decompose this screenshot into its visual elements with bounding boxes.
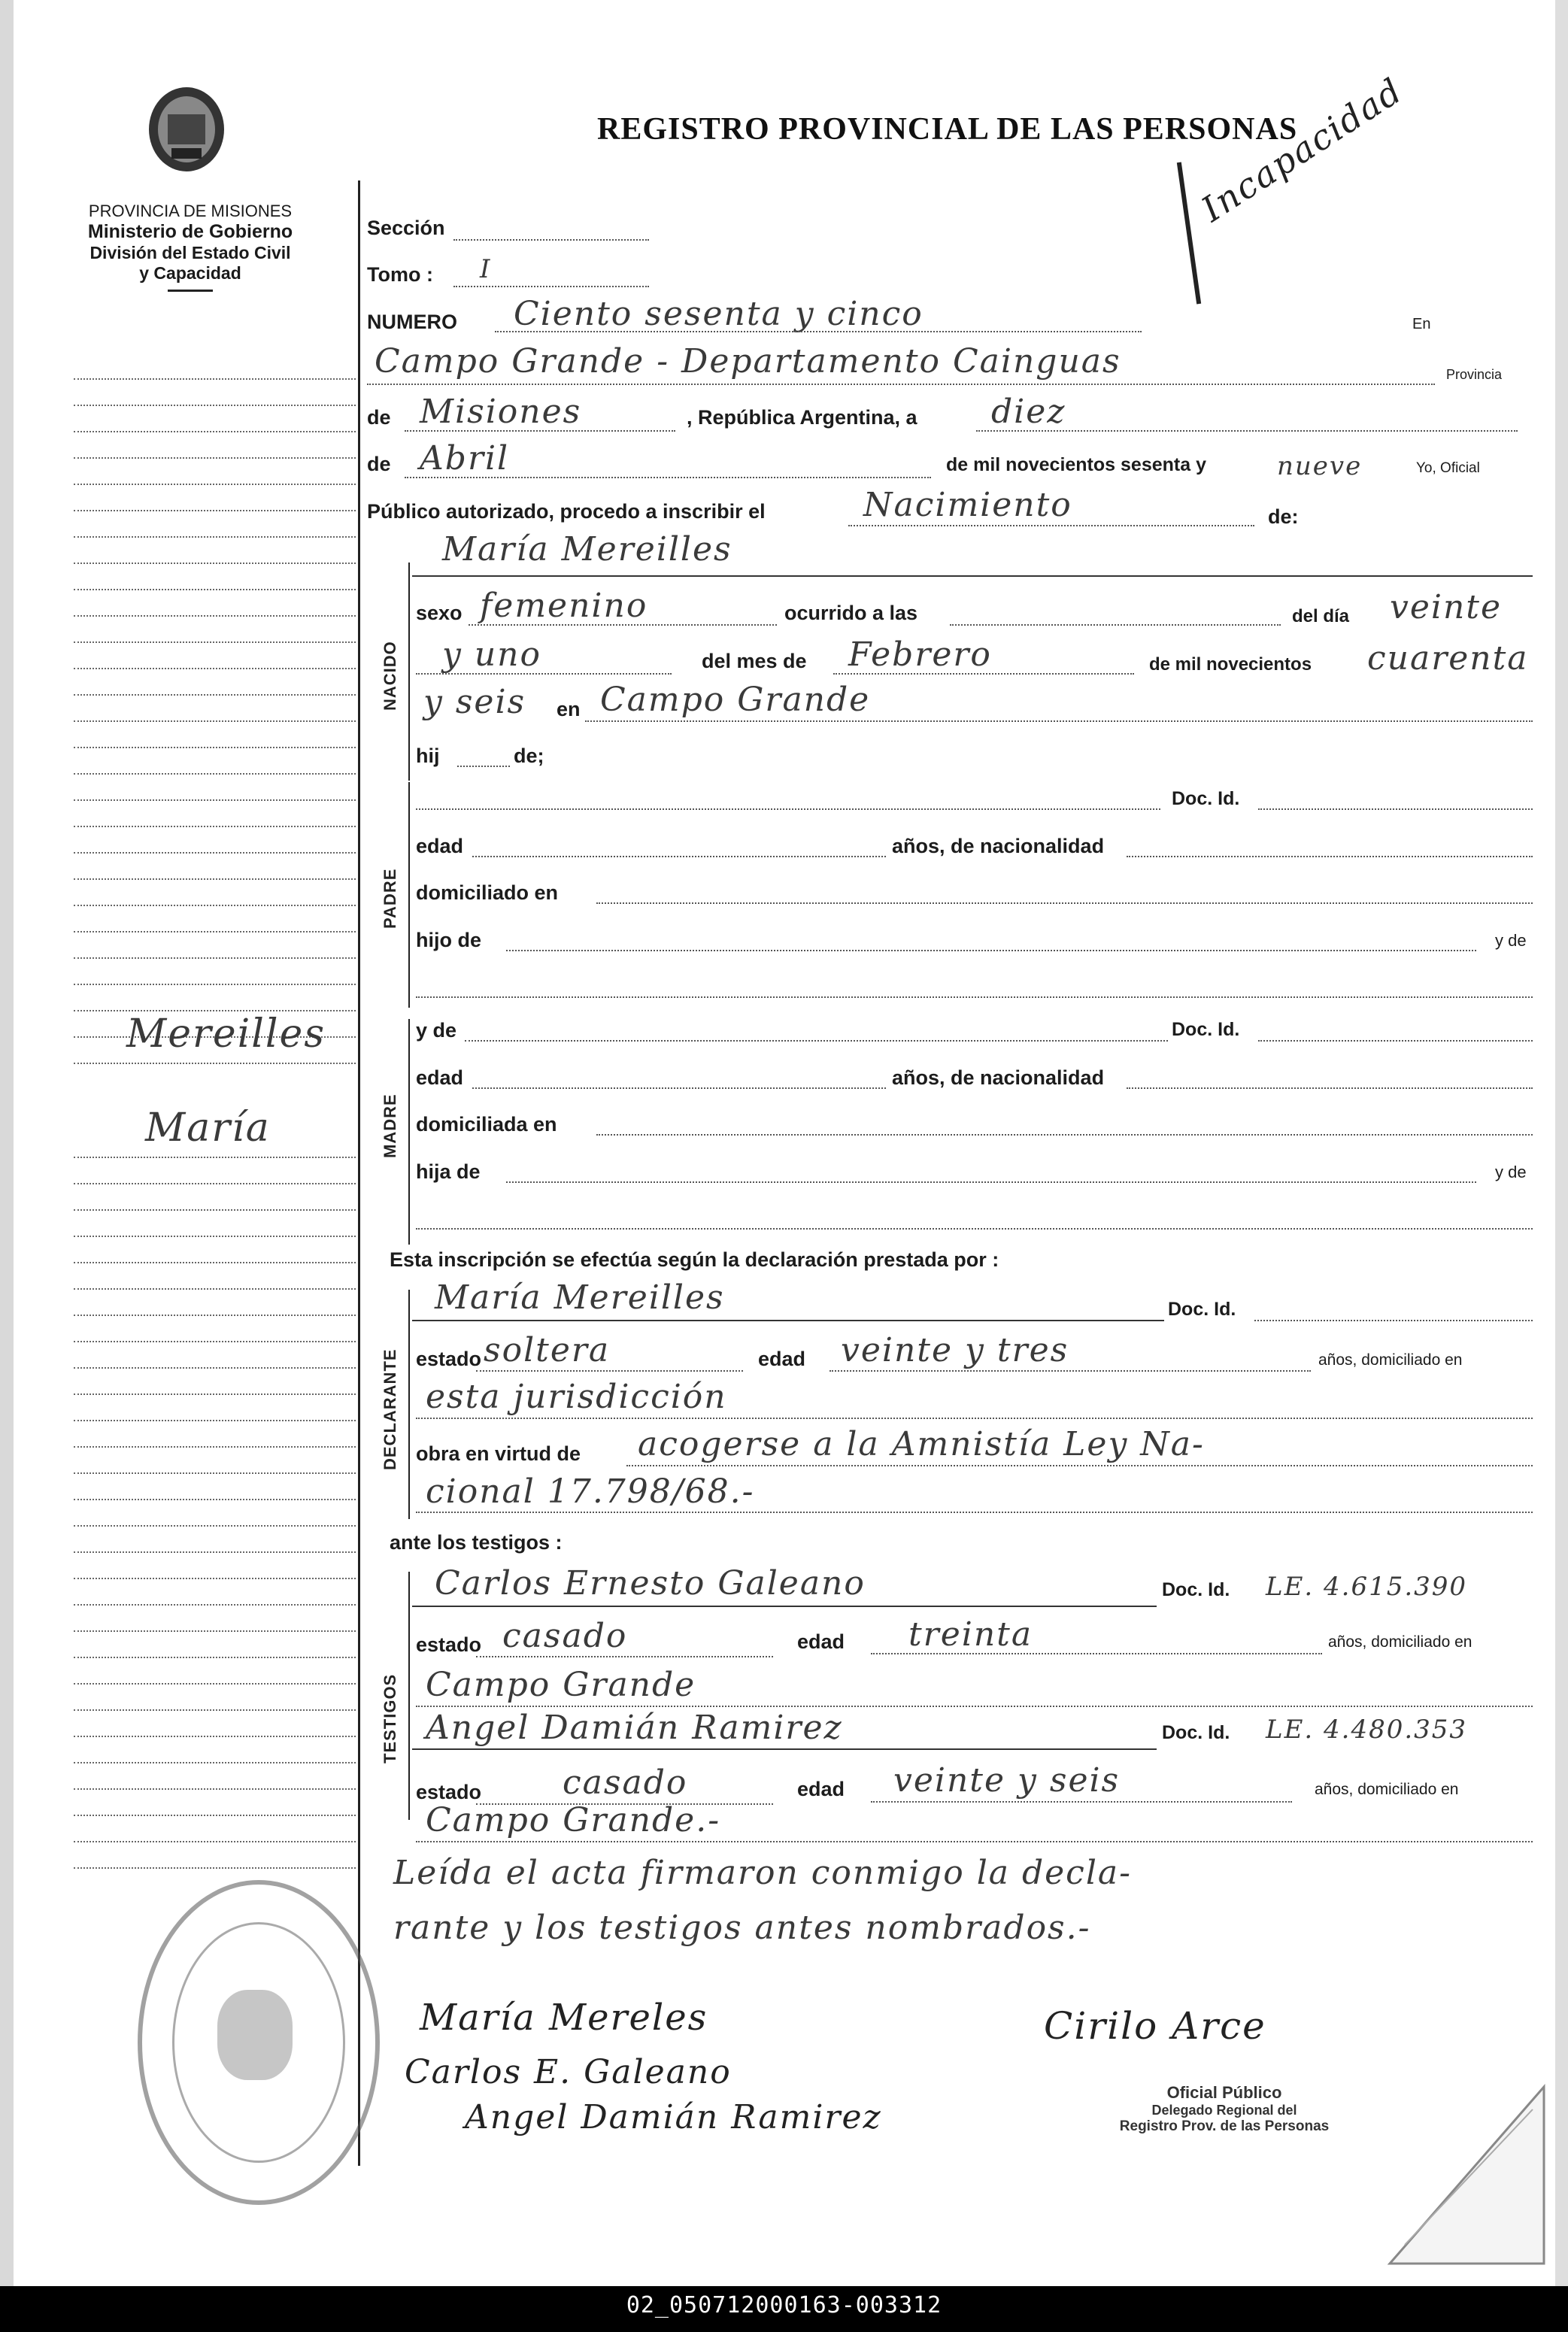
- declarante-edad: veinte y tres: [841, 1331, 1069, 1369]
- ocurrido-label: ocurrido a las: [784, 602, 918, 624]
- madre-extra-line: [416, 1228, 1533, 1230]
- publico-label: Público autorizado, procedo a inscribir el: [367, 500, 766, 523]
- testigo1-doc-label: Doc. Id.: [1162, 1579, 1230, 1600]
- sexo-value: femenino: [480, 587, 648, 625]
- padre-hijo-line: [506, 950, 1476, 951]
- padre-doc-line: [1258, 808, 1533, 810]
- padre-nacionalidad-line: [1127, 856, 1533, 857]
- scan-code: 02_050712000163-003312: [626, 2292, 942, 2318]
- declarante-domicilio-line: [416, 1418, 1533, 1419]
- closing-line-1: Leída el acta firmaron conmigo la decla-: [393, 1854, 1132, 1892]
- document-page: [14, 0, 1555, 2286]
- madre-y-de-label: y de: [416, 1019, 457, 1042]
- obra-line-2: [416, 1512, 1533, 1513]
- padre-edad-line: [472, 856, 886, 857]
- padre-extra-line: [416, 996, 1533, 998]
- madre-domicilio-label: domiciliada en: [416, 1113, 557, 1136]
- page-right-edge: [1555, 0, 1568, 2286]
- madre-doc-label: Doc. Id.: [1172, 1019, 1240, 1040]
- page-title: REGISTRO PROVINCIAL DE LAS PERSONAS: [597, 112, 1298, 147]
- nacido-en-label: en: [557, 698, 581, 720]
- obra-label: obra en virtud de: [416, 1442, 581, 1465]
- padre-edad-label: edad: [416, 835, 464, 857]
- testigo2-nombre-line: [412, 1748, 1157, 1750]
- testigo1-anos-label: años, domiciliado en: [1328, 1633, 1472, 1651]
- dia-value: diez: [991, 393, 1066, 431]
- madre-label: MADRE: [381, 1093, 399, 1158]
- testigo1-edad: treinta: [908, 1615, 1033, 1654]
- tomo-value: I: [480, 254, 492, 284]
- nacido-dia: veinte: [1390, 588, 1503, 626]
- mes-value: Abril: [420, 439, 510, 478]
- acto-line: [848, 525, 1254, 526]
- testigo2-anos-label: años, domiciliado en: [1315, 1781, 1459, 1798]
- testigo1-estado: casado: [502, 1617, 628, 1655]
- hij-de-label: de;: [514, 744, 544, 767]
- testigo2-estado: casado: [563, 1763, 688, 1802]
- madre-hija-line: [506, 1181, 1476, 1183]
- testigo2-domicilio-line: [416, 1841, 1533, 1842]
- madre-hija-label: hija de: [416, 1160, 481, 1183]
- testigo1-nombre: Carlos Ernesto Galeano: [435, 1564, 866, 1603]
- official-title-2: Delegado Regional del: [1151, 2103, 1297, 2118]
- closing-line-2: rante y los testigos antes nombrados.-: [393, 1909, 1091, 1947]
- obra-value-2: cional 17.798/68.-: [426, 1472, 755, 1511]
- tomo-label: Tomo :: [367, 263, 433, 286]
- nacido-nombre: María Mereilles: [442, 530, 732, 569]
- madre-nacionalidad-label: años, de nacionalidad: [892, 1066, 1105, 1089]
- declarante-domicilio: esta jurisdicción: [426, 1378, 727, 1416]
- left-header: [44, 202, 337, 292]
- official-stamp: [1066, 2083, 1382, 2135]
- padre-bracket: [408, 782, 410, 1008]
- incapacidad-annotation: Incapacidad: [1194, 69, 1410, 230]
- signature-testigo-1: Carlos E. Galeano: [405, 2053, 732, 2091]
- testigo2-estado-label: estado: [416, 1781, 482, 1803]
- lugar-nacido-line: [585, 720, 1533, 722]
- seccion-label: Sección: [367, 217, 445, 239]
- testigo1-domicilio-line: [416, 1706, 1533, 1707]
- testigo1-nombre-line: [412, 1606, 1157, 1607]
- yo-label: Yo, Oficial: [1416, 460, 1480, 476]
- testigo2-domicilio: Campo Grande.-: [426, 1801, 721, 1839]
- margin-surname: Mereilles: [126, 1011, 326, 1057]
- numero-label: NUMERO: [367, 311, 457, 333]
- testigo1-edad-label: edad: [797, 1630, 845, 1653]
- declarante-estado: soltera: [484, 1331, 611, 1369]
- page-corner-fold: [1375, 2064, 1548, 2267]
- testigo1-domicilio: Campo Grande: [426, 1666, 696, 1704]
- margin-given-name: María: [145, 1105, 271, 1151]
- testigos-intro: ante los testigos :: [390, 1531, 563, 1554]
- nacido-mes: Febrero: [848, 635, 992, 674]
- tomo-line: [453, 286, 649, 287]
- testigos-label: TESTIGOS: [381, 1673, 399, 1763]
- sexo-line: [469, 624, 777, 626]
- nacido-nombre-line: [412, 575, 1533, 577]
- scan-footer: [0, 2286, 1568, 2332]
- de-label-2: de: [367, 453, 391, 475]
- republica-label: , República Argentina, a: [687, 406, 917, 429]
- declarante-label: DECLARANTE: [381, 1348, 399, 1470]
- acto-value: Nacimiento: [863, 486, 1072, 524]
- padre-doc-label: Doc. Id.: [1172, 788, 1240, 809]
- header-rule: [168, 290, 213, 292]
- nacido-bracket: [408, 563, 410, 781]
- madre-nombre-line: [465, 1040, 1168, 1042]
- de-label: de: [367, 406, 391, 429]
- signature-testigo-2: Angel Damián Ramirez: [465, 2098, 882, 2136]
- official-title-1: Oficial Público: [1166, 2083, 1282, 2102]
- ministry-name: Ministerio de Gobierno: [87, 221, 293, 242]
- madre-y-de-label-2: y de: [1495, 1163, 1527, 1181]
- padre-hijo-label: hijo de: [416, 929, 481, 951]
- testigos-bracket: [408, 1572, 410, 1820]
- lugar-line: [367, 384, 1435, 385]
- testigo1-edad-line: [871, 1653, 1322, 1654]
- nacido-dia-2: y uno: [442, 635, 542, 674]
- anio-value: nueve: [1277, 451, 1363, 481]
- official-seal-stamp: [138, 1880, 380, 2205]
- division-name: División del Estado Civil: [89, 243, 291, 262]
- padre-nombre-line: [416, 808, 1160, 810]
- del-dia-label: del día: [1292, 606, 1350, 626]
- signature-declarante: María Mereles: [420, 1997, 708, 2039]
- lugar-value: Campo Grande - Departamento Cainguas: [375, 342, 1121, 381]
- provincia-label: Provincia: [1446, 367, 1503, 382]
- nacido-mil-label: de mil novecientos: [1149, 654, 1312, 675]
- madre-edad-label: edad: [416, 1066, 464, 1089]
- declarante-doc-label: Doc. Id.: [1168, 1299, 1236, 1320]
- madre-domicilio-line: [596, 1134, 1533, 1136]
- declarante-anos-label: años, domiciliado en: [1318, 1351, 1463, 1369]
- madre-nacionalidad-line: [1127, 1087, 1533, 1089]
- testigo1-doc-value: LE. 4.615.390: [1266, 1572, 1468, 1602]
- declarante-bracket: [408, 1290, 410, 1519]
- testigo2-edad: veinte y seis: [893, 1761, 1121, 1800]
- hora-line: [950, 624, 1281, 626]
- testigo1-estado-line: [476, 1656, 773, 1657]
- madre-bracket: [408, 1019, 410, 1245]
- testigo2-doc-value: LE. 4.480.353: [1266, 1715, 1468, 1745]
- hij-label: hij: [416, 744, 440, 767]
- mil-label: de mil novecientos sesenta y: [946, 454, 1206, 475]
- padre-y-de-label: y de: [1495, 931, 1527, 950]
- mes-line: [405, 477, 931, 478]
- declarante-nombre: María Mereilles: [435, 1278, 725, 1317]
- declarante-edad-label: edad: [758, 1348, 806, 1370]
- testigo2-edad-line: [871, 1801, 1292, 1803]
- handwritten-slash: [1177, 162, 1201, 305]
- padre-nacionalidad-label: años, de nacionalidad: [892, 835, 1105, 857]
- coat-of-arms-icon: [145, 84, 228, 174]
- dia-line: [976, 430, 1518, 432]
- page-left-edge: [0, 0, 14, 2286]
- nacido-anio-2: y seis: [423, 683, 526, 721]
- seccion-line: [453, 239, 649, 241]
- mes-line-2: [833, 673, 1134, 675]
- padre-domicilio-label: domiciliado en: [416, 881, 559, 904]
- declarante-estado-label: estado: [416, 1348, 482, 1370]
- de-colon-label: de:: [1268, 505, 1299, 528]
- madre-edad-line: [472, 1087, 886, 1089]
- declarante-edad-line: [829, 1370, 1311, 1372]
- nacido-label: NACIDO: [381, 641, 399, 711]
- division-name-2: y Capacidad: [139, 263, 241, 283]
- hij-line: [457, 766, 510, 767]
- nacido-anio: cuarenta: [1367, 639, 1529, 678]
- padre-label: PADRE: [381, 868, 399, 929]
- provincia-line: [405, 430, 675, 432]
- numero-line: [495, 331, 1142, 332]
- main-vertical-rule: [358, 180, 360, 2166]
- madre-doc-line: [1258, 1040, 1533, 1042]
- provincia-value: Misiones: [420, 393, 582, 431]
- testigo2-nombre: Angel Damián Ramirez: [426, 1709, 843, 1747]
- signature-official: Cirilo Arce: [1044, 2004, 1266, 2048]
- testigo2-edad-label: edad: [797, 1778, 845, 1800]
- testigo2-doc-label: Doc. Id.: [1162, 1722, 1230, 1743]
- declarante-doc-line: [1254, 1320, 1533, 1321]
- en-label: En: [1412, 316, 1431, 332]
- declarante-estado-line: [476, 1370, 743, 1372]
- del-mes-label: del mes de: [702, 650, 807, 672]
- province-name: PROVINCIA DE MISIONES: [88, 202, 293, 220]
- obra-line: [626, 1465, 1533, 1466]
- padre-domicilio-line: [596, 902, 1533, 904]
- sexo-label: sexo: [416, 602, 463, 624]
- obra-value: acogerse a la Amnistía Ley Na-: [638, 1425, 1205, 1463]
- nacido-lugar: Campo Grande: [600, 681, 871, 719]
- official-title-3: Registro Prov. de las Personas: [1119, 2118, 1330, 2134]
- declaracion-intro: Esta inscripción se efectúa según la declaración prestada por :: [390, 1248, 999, 1271]
- dia-line-2: [416, 673, 672, 675]
- numero-value: Ciento sesenta y cinco: [514, 295, 924, 333]
- testigo1-estado-label: estado: [416, 1633, 482, 1656]
- declarante-nombre-line: [412, 1320, 1164, 1321]
